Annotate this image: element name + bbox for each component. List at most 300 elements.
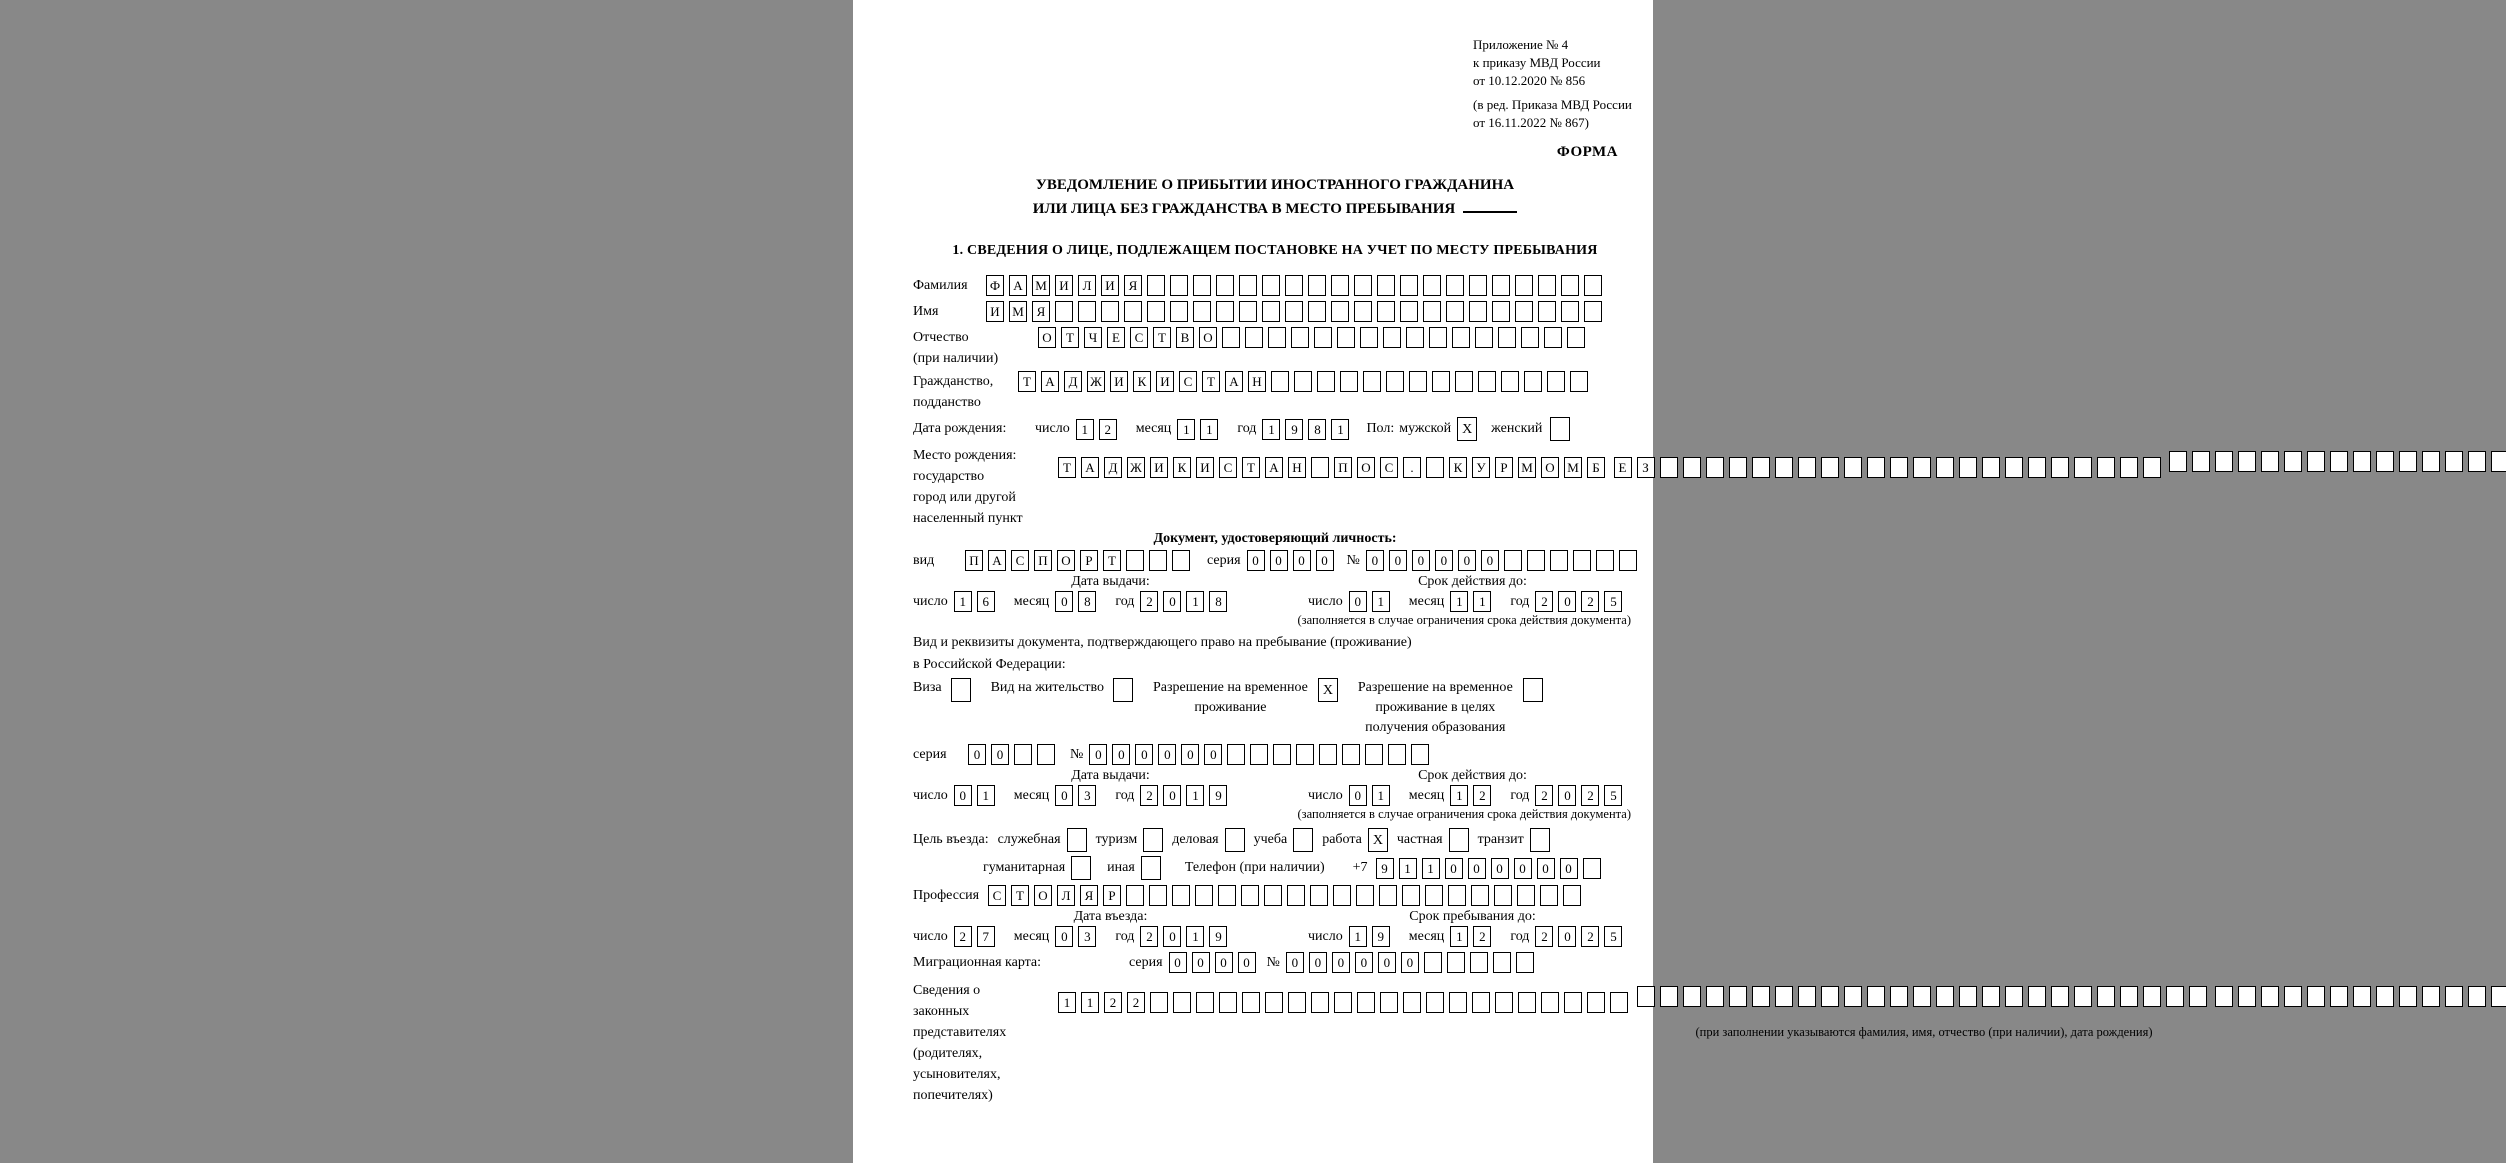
form-cell[interactable]: [1660, 986, 1678, 1007]
form-cell[interactable]: [1913, 457, 1931, 478]
form-cell[interactable]: 0: [1163, 926, 1181, 947]
form-cell[interactable]: 0: [1435, 550, 1453, 571]
form-cell[interactable]: [1516, 952, 1534, 973]
form-cell[interactable]: П: [1334, 457, 1352, 478]
form-cell[interactable]: [1377, 301, 1395, 322]
form-cell[interactable]: 2: [1473, 785, 1491, 806]
form-cell[interactable]: 1: [1177, 419, 1195, 440]
form-cell[interactable]: [1196, 992, 1214, 1013]
form-cell[interactable]: К: [1133, 371, 1151, 392]
form-cell[interactable]: [1567, 327, 1585, 348]
form-cell[interactable]: 1: [1450, 591, 1468, 612]
form-cell[interactable]: [1409, 371, 1427, 392]
form-cell[interactable]: [1150, 992, 1168, 1013]
form-cell[interactable]: [2376, 986, 2394, 1007]
form-cell[interactable]: [1517, 885, 1535, 906]
form-cell[interactable]: 2: [1581, 591, 1599, 612]
form-cell[interactable]: [1265, 992, 1283, 1013]
form-cell[interactable]: [1296, 744, 1314, 765]
form-cell[interactable]: [2422, 451, 2440, 472]
form-cell[interactable]: Е: [1614, 457, 1632, 478]
form-cell[interactable]: 9: [1372, 926, 1390, 947]
form-cell[interactable]: [2120, 986, 2138, 1007]
form-cell[interactable]: [1264, 885, 1282, 906]
form-cell[interactable]: 9: [1209, 785, 1227, 806]
form-cell[interactable]: 0: [1169, 952, 1187, 973]
form-cell[interactable]: [2169, 451, 2187, 472]
form-cell[interactable]: [1683, 986, 1701, 1007]
form-cell[interactable]: 0: [1055, 926, 1073, 947]
form-cell[interactable]: [1262, 301, 1280, 322]
form-cell[interactable]: 0: [1468, 858, 1486, 879]
form-cell[interactable]: [1584, 275, 1602, 296]
sex-male-checkbox[interactable]: X: [1457, 417, 1477, 441]
form-cell[interactable]: [2051, 986, 2069, 1007]
form-cell[interactable]: [1250, 744, 1268, 765]
form-cell[interactable]: [2330, 986, 2348, 1007]
form-cell[interactable]: [1334, 992, 1352, 1013]
form-cell[interactable]: [2238, 986, 2256, 1007]
form-cell[interactable]: [2143, 986, 2161, 1007]
form-cell[interactable]: 0: [1332, 952, 1350, 973]
form-cell[interactable]: [1222, 327, 1240, 348]
form-cell[interactable]: [1583, 858, 1601, 879]
form-cell[interactable]: [1388, 744, 1406, 765]
form-cell[interactable]: [1271, 371, 1289, 392]
form-cell[interactable]: [1403, 992, 1421, 1013]
form-cell[interactable]: [1285, 275, 1303, 296]
form-cell[interactable]: [1584, 301, 1602, 322]
form-cell[interactable]: 0: [1355, 952, 1373, 973]
form-cell[interactable]: [1752, 457, 1770, 478]
form-cell[interactable]: [1425, 885, 1443, 906]
form-cell[interactable]: [1014, 744, 1032, 765]
form-cell[interactable]: С: [1130, 327, 1148, 348]
form-cell[interactable]: [1867, 457, 1885, 478]
form-cell[interactable]: [1170, 275, 1188, 296]
form-cell[interactable]: [1216, 301, 1234, 322]
form-cell[interactable]: [1501, 371, 1519, 392]
form-cell[interactable]: [2491, 986, 2506, 1007]
form-cell[interactable]: А: [988, 550, 1006, 571]
form-cell[interactable]: [2445, 451, 2463, 472]
form-cell[interactable]: [1469, 275, 1487, 296]
form-cell[interactable]: И: [1156, 371, 1174, 392]
form-cell[interactable]: [1492, 275, 1510, 296]
form-cell[interactable]: И: [1101, 275, 1119, 296]
form-cell[interactable]: 1: [1200, 419, 1218, 440]
form-cell[interactable]: [1386, 371, 1404, 392]
form-cell[interactable]: 1: [1262, 419, 1280, 440]
form-cell[interactable]: [1538, 275, 1556, 296]
form-cell[interactable]: [1227, 744, 1245, 765]
form-cell[interactable]: [1363, 371, 1381, 392]
form-cell[interactable]: [1149, 885, 1167, 906]
form-cell[interactable]: [1504, 550, 1522, 571]
form-cell[interactable]: [1383, 327, 1401, 348]
form-cell[interactable]: [1447, 952, 1465, 973]
form-cell[interactable]: [1402, 885, 1420, 906]
form-cell[interactable]: [1564, 992, 1582, 1013]
form-cell[interactable]: 5: [1604, 591, 1622, 612]
form-cell[interactable]: 1: [1473, 591, 1491, 612]
form-cell[interactable]: 1: [1186, 926, 1204, 947]
form-cell[interactable]: 3: [1078, 926, 1096, 947]
form-cell[interactable]: [1913, 986, 1931, 1007]
form-cell[interactable]: [1354, 301, 1372, 322]
rvp-checkbox[interactable]: X: [1318, 678, 1338, 702]
form-cell[interactable]: 0: [1055, 591, 1073, 612]
form-cell[interactable]: Т: [1018, 371, 1036, 392]
form-cell[interactable]: [1446, 275, 1464, 296]
form-cell[interactable]: И: [1150, 457, 1168, 478]
form-cell[interactable]: 1: [1372, 591, 1390, 612]
form-cell[interactable]: [1172, 885, 1190, 906]
form-cell[interactable]: [1239, 275, 1257, 296]
form-cell[interactable]: [1342, 744, 1360, 765]
form-cell[interactable]: Р: [1080, 550, 1098, 571]
form-cell[interactable]: К: [1173, 457, 1191, 478]
form-cell[interactable]: С: [1011, 550, 1029, 571]
form-cell[interactable]: [2399, 451, 2417, 472]
form-cell[interactable]: 0: [1445, 858, 1463, 879]
form-cell[interactable]: Т: [1058, 457, 1076, 478]
form-cell[interactable]: [1354, 275, 1372, 296]
form-cell[interactable]: 0: [1378, 952, 1396, 973]
form-cell[interactable]: [1538, 301, 1556, 322]
form-cell[interactable]: [1308, 275, 1326, 296]
form-cell[interactable]: О: [1357, 457, 1375, 478]
form-cell[interactable]: [1126, 885, 1144, 906]
form-cell[interactable]: [1936, 457, 1954, 478]
form-cell[interactable]: [1170, 301, 1188, 322]
form-cell[interactable]: 0: [1401, 952, 1419, 973]
form-cell[interactable]: И: [1055, 275, 1073, 296]
form-cell[interactable]: И: [1110, 371, 1128, 392]
form-cell[interactable]: 0: [1286, 952, 1304, 973]
form-cell[interactable]: [1308, 301, 1326, 322]
form-cell[interactable]: 2: [1140, 926, 1158, 947]
form-cell[interactable]: 1: [1349, 926, 1367, 947]
form-cell[interactable]: [2215, 451, 2233, 472]
form-cell[interactable]: Т: [1153, 327, 1171, 348]
form-cell[interactable]: [2445, 986, 2463, 1007]
form-cell[interactable]: 0: [1389, 550, 1407, 571]
form-cell[interactable]: [1172, 550, 1190, 571]
form-cell[interactable]: [1356, 885, 1374, 906]
visa-checkbox[interactable]: [951, 678, 971, 702]
form-cell[interactable]: 0: [1181, 744, 1199, 765]
form-cell[interactable]: [1637, 986, 1655, 1007]
form-cell[interactable]: 0: [1558, 785, 1576, 806]
form-cell[interactable]: [1273, 744, 1291, 765]
form-cell[interactable]: [2284, 986, 2302, 1007]
purpose-delovaya-checkbox[interactable]: [1225, 828, 1245, 852]
form-cell[interactable]: Ф: [986, 275, 1004, 296]
form-cell[interactable]: 0: [1163, 591, 1181, 612]
form-cell[interactable]: [1365, 744, 1383, 765]
form-cell[interactable]: 0: [1163, 785, 1181, 806]
form-cell[interactable]: 2: [1535, 591, 1553, 612]
form-cell[interactable]: [1124, 301, 1142, 322]
form-cell[interactable]: Д: [1104, 457, 1122, 478]
form-cell[interactable]: [1775, 457, 1793, 478]
form-cell[interactable]: 0: [1112, 744, 1130, 765]
form-cell[interactable]: [1311, 457, 1329, 478]
form-cell[interactable]: 1: [1081, 992, 1099, 1013]
form-cell[interactable]: [1492, 301, 1510, 322]
form-cell[interactable]: Т: [1242, 457, 1260, 478]
form-cell[interactable]: [1314, 327, 1332, 348]
form-cell[interactable]: 0: [1349, 591, 1367, 612]
form-cell[interactable]: [2097, 986, 2115, 1007]
form-cell[interactable]: 2: [1127, 992, 1145, 1013]
form-cell[interactable]: [2307, 986, 2325, 1007]
form-cell[interactable]: 0: [1481, 550, 1499, 571]
form-cell[interactable]: [1619, 550, 1637, 571]
form-cell[interactable]: 2: [1140, 591, 1158, 612]
form-cell[interactable]: [1821, 457, 1839, 478]
form-cell[interactable]: [2468, 451, 2486, 472]
form-cell[interactable]: [2422, 986, 2440, 1007]
form-cell[interactable]: [1331, 275, 1349, 296]
form-cell[interactable]: [1285, 301, 1303, 322]
form-cell[interactable]: [1471, 885, 1489, 906]
form-cell[interactable]: [2166, 986, 2184, 1007]
purpose-gumanitarnaya-checkbox[interactable]: [1071, 856, 1091, 880]
form-cell[interactable]: 1: [977, 785, 995, 806]
form-cell[interactable]: [1055, 301, 1073, 322]
form-cell[interactable]: 0: [1537, 858, 1555, 879]
form-cell[interactable]: [2120, 457, 2138, 478]
form-cell[interactable]: [1706, 986, 1724, 1007]
form-cell[interactable]: 0: [1558, 926, 1576, 947]
form-cell[interactable]: 0: [968, 744, 986, 765]
form-cell[interactable]: [1494, 885, 1512, 906]
form-cell[interactable]: [1455, 371, 1473, 392]
form-cell[interactable]: М: [1564, 457, 1582, 478]
form-cell[interactable]: [1452, 327, 1470, 348]
form-cell[interactable]: [1982, 457, 2000, 478]
form-cell[interactable]: 0: [1158, 744, 1176, 765]
form-cell[interactable]: [1424, 952, 1442, 973]
form-cell[interactable]: 0: [1560, 858, 1578, 879]
form-cell[interactable]: [1377, 275, 1395, 296]
form-cell[interactable]: [1193, 301, 1211, 322]
form-cell[interactable]: А: [1041, 371, 1059, 392]
form-cell[interactable]: [1495, 992, 1513, 1013]
form-cell[interactable]: И: [1196, 457, 1214, 478]
form-cell[interactable]: [1331, 301, 1349, 322]
form-cell[interactable]: Л: [1078, 275, 1096, 296]
form-cell[interactable]: [1310, 885, 1328, 906]
form-cell[interactable]: 2: [1473, 926, 1491, 947]
form-cell[interactable]: И: [986, 301, 1004, 322]
form-cell[interactable]: 0: [1491, 858, 1509, 879]
form-cell[interactable]: [1524, 371, 1542, 392]
rvp-education-checkbox[interactable]: [1523, 678, 1543, 702]
form-cell[interactable]: [1541, 992, 1559, 1013]
form-cell[interactable]: 1: [1076, 419, 1094, 440]
form-cell[interactable]: [1423, 275, 1441, 296]
form-cell[interactable]: Д: [1064, 371, 1082, 392]
form-cell[interactable]: 0: [1458, 550, 1476, 571]
form-cell[interactable]: [1521, 327, 1539, 348]
form-cell[interactable]: 0: [1204, 744, 1222, 765]
form-cell[interactable]: [2051, 457, 2069, 478]
form-cell[interactable]: М: [1518, 457, 1536, 478]
form-cell[interactable]: Ж: [1127, 457, 1145, 478]
form-cell[interactable]: 0: [1366, 550, 1384, 571]
form-cell[interactable]: 2: [1535, 785, 1553, 806]
form-cell[interactable]: [1706, 457, 1724, 478]
form-cell[interactable]: [1311, 992, 1329, 1013]
form-cell[interactable]: [2238, 451, 2256, 472]
form-cell[interactable]: [2215, 986, 2233, 1007]
form-cell[interactable]: [2261, 451, 2279, 472]
form-cell[interactable]: 0: [1270, 550, 1288, 571]
form-cell[interactable]: Л: [1057, 885, 1075, 906]
form-cell[interactable]: [2468, 986, 2486, 1007]
form-cell[interactable]: [1216, 275, 1234, 296]
form-cell[interactable]: [1245, 327, 1263, 348]
form-cell[interactable]: [1470, 952, 1488, 973]
form-cell[interactable]: Я: [1080, 885, 1098, 906]
purpose-inaya-checkbox[interactable]: [1141, 856, 1161, 880]
form-cell[interactable]: М: [1009, 301, 1027, 322]
form-cell[interactable]: [1890, 457, 1908, 478]
form-cell[interactable]: [1936, 986, 1954, 1007]
form-cell[interactable]: [1406, 327, 1424, 348]
form-cell[interactable]: [2005, 986, 2023, 1007]
form-cell[interactable]: А: [1265, 457, 1283, 478]
form-cell[interactable]: 0: [1293, 550, 1311, 571]
form-cell[interactable]: [2192, 451, 2210, 472]
form-cell[interactable]: [2189, 986, 2207, 1007]
form-cell[interactable]: [1475, 327, 1493, 348]
form-cell[interactable]: [1959, 986, 1977, 1007]
form-cell[interactable]: 1: [1450, 785, 1468, 806]
form-cell[interactable]: [2491, 451, 2506, 472]
form-cell[interactable]: [1195, 885, 1213, 906]
form-cell[interactable]: О: [1038, 327, 1056, 348]
form-cell[interactable]: К: [1449, 457, 1467, 478]
form-cell[interactable]: [1147, 301, 1165, 322]
form-cell[interactable]: [1287, 885, 1305, 906]
form-cell[interactable]: Н: [1288, 457, 1306, 478]
form-cell[interactable]: Р: [1495, 457, 1513, 478]
form-cell[interactable]: [2284, 451, 2302, 472]
form-cell[interactable]: [1193, 275, 1211, 296]
form-cell[interactable]: [1561, 301, 1579, 322]
form-cell[interactable]: [1660, 457, 1678, 478]
form-cell[interactable]: [1241, 885, 1259, 906]
form-cell[interactable]: 0: [1349, 785, 1367, 806]
form-cell[interactable]: [1563, 885, 1581, 906]
form-cell[interactable]: 0: [1247, 550, 1265, 571]
form-cell[interactable]: [1126, 550, 1144, 571]
form-cell[interactable]: [1448, 885, 1466, 906]
form-cell[interactable]: 1: [1422, 858, 1440, 879]
form-cell[interactable]: [1683, 457, 1701, 478]
form-cell[interactable]: Т: [1103, 550, 1121, 571]
form-cell[interactable]: 8: [1209, 591, 1227, 612]
form-cell[interactable]: О: [1541, 457, 1559, 478]
form-cell[interactable]: [1844, 457, 1862, 478]
form-cell[interactable]: 2: [1535, 926, 1553, 947]
form-cell[interactable]: Т: [1202, 371, 1220, 392]
form-cell[interactable]: [2307, 451, 2325, 472]
form-cell[interactable]: [1821, 986, 1839, 1007]
form-cell[interactable]: [1268, 327, 1286, 348]
form-cell[interactable]: [1340, 371, 1358, 392]
purpose-turizm-checkbox[interactable]: [1143, 828, 1163, 852]
form-cell[interactable]: Ж: [1087, 371, 1105, 392]
form-cell[interactable]: О: [1057, 550, 1075, 571]
form-cell[interactable]: [1493, 952, 1511, 973]
form-cell[interactable]: 7: [977, 926, 995, 947]
form-cell[interactable]: [1587, 992, 1605, 1013]
form-cell[interactable]: С: [1179, 371, 1197, 392]
form-cell[interactable]: [1291, 327, 1309, 348]
form-cell[interactable]: 2: [1581, 785, 1599, 806]
form-cell[interactable]: [1400, 301, 1418, 322]
form-cell[interactable]: [1426, 992, 1444, 1013]
form-cell[interactable]: [1959, 457, 1977, 478]
form-cell[interactable]: [1540, 885, 1558, 906]
form-cell[interactable]: 2: [1099, 419, 1117, 440]
form-cell[interactable]: [1400, 275, 1418, 296]
form-cell[interactable]: [1610, 992, 1628, 1013]
form-cell[interactable]: [1380, 992, 1398, 1013]
form-cell[interactable]: 0: [1192, 952, 1210, 973]
form-cell[interactable]: [2143, 457, 2161, 478]
form-cell[interactable]: [1573, 550, 1591, 571]
form-cell[interactable]: Т: [1061, 327, 1079, 348]
form-cell[interactable]: 9: [1209, 926, 1227, 947]
form-cell[interactable]: [1333, 885, 1351, 906]
form-cell[interactable]: [2353, 986, 2371, 1007]
form-cell[interactable]: 1: [1331, 419, 1349, 440]
form-cell[interactable]: [1337, 327, 1355, 348]
form-cell[interactable]: 3: [1078, 785, 1096, 806]
form-cell[interactable]: 0: [1055, 785, 1073, 806]
form-cell[interactable]: [1429, 327, 1447, 348]
form-cell[interactable]: 1: [1450, 926, 1468, 947]
form-cell[interactable]: 5: [1604, 785, 1622, 806]
form-cell[interactable]: [2376, 451, 2394, 472]
purpose-chastnaya-checkbox[interactable]: [1449, 828, 1469, 852]
form-cell[interactable]: 0: [1316, 550, 1334, 571]
form-cell[interactable]: 2: [1104, 992, 1122, 1013]
form-cell[interactable]: [1173, 992, 1191, 1013]
form-cell[interactable]: 0: [1089, 744, 1107, 765]
form-cell[interactable]: 1: [1372, 785, 1390, 806]
form-cell[interactable]: 2: [1140, 785, 1158, 806]
form-cell[interactable]: О: [1199, 327, 1217, 348]
form-cell[interactable]: 2: [954, 926, 972, 947]
form-cell[interactable]: .: [1403, 457, 1421, 478]
form-cell[interactable]: М: [1032, 275, 1050, 296]
form-cell[interactable]: А: [1081, 457, 1099, 478]
form-cell[interactable]: 0: [1238, 952, 1256, 973]
form-cell[interactable]: 6: [977, 591, 995, 612]
form-cell[interactable]: [1426, 457, 1444, 478]
form-cell[interactable]: З: [1637, 457, 1655, 478]
form-cell[interactable]: [2261, 986, 2279, 1007]
form-cell[interactable]: 1: [1186, 591, 1204, 612]
purpose-tranzit-checkbox[interactable]: [1530, 828, 1550, 852]
